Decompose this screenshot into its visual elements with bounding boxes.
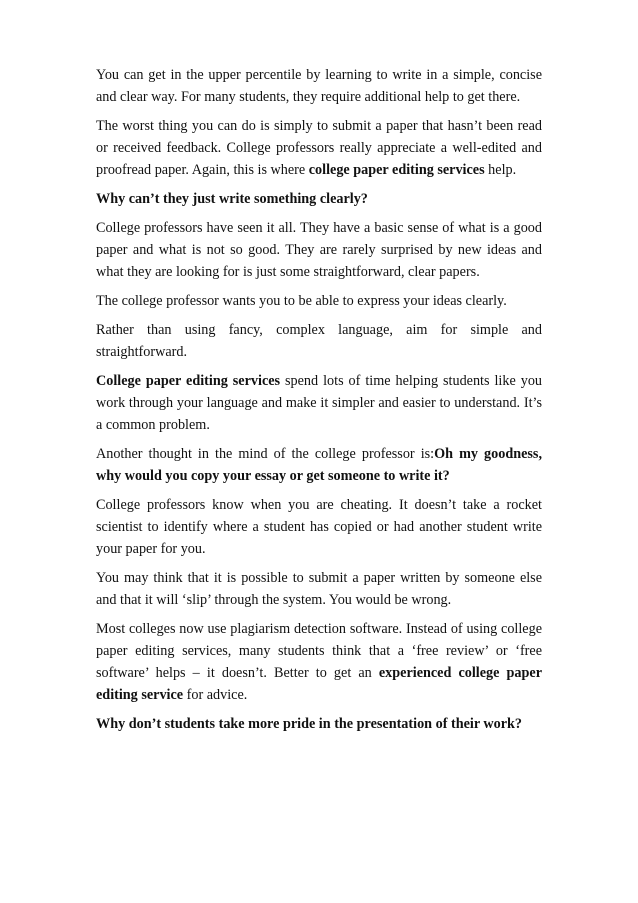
para-slip-through [96, 567, 542, 611]
text-segment: Another thought in the mind of the college professor is: [96, 446, 435, 462]
heading-why-cant-they [96, 188, 542, 210]
para-fancy-language [96, 319, 542, 363]
text-segment: spend lots of time helping students like you work through your language and make it simpler and easier to understand. It’s a common problem. [96, 373, 543, 433]
text-segment: The worst thing you can do is simply to submit a paper that hasn’t been read or received feedback. College professors really appreciate a well-edited and proofread paper. Again, this is where [96, 118, 542, 178]
bold-text-segment: College paper editing services [96, 373, 281, 389]
bold-text-segment: Oh my goodness, why would you copy your essay or get someone to write it? [96, 446, 542, 484]
para-another-thought [96, 443, 542, 487]
para-plagiarism-software [96, 618, 542, 706]
text-segment: The college professor wants you to be able to express your ideas clearly. [96, 293, 507, 309]
para-express-ideas [96, 290, 542, 312]
text-segment: Rather than using fancy, complex language, aim for simple and straightforward. [96, 322, 542, 360]
text-segment: for advice. [183, 687, 248, 703]
para-upper-percentile [96, 64, 542, 108]
text-segment: You can get in the upper percentile by learning to write in a simple, concise and clear way. For many students, they require additional help to get there. [96, 67, 542, 105]
text-segment: You may think that it is possible to submit a paper written by someone else and that it will ‘slip’ through the system. You would be wrong. [96, 570, 542, 608]
para-editing-services-help [96, 370, 542, 436]
bold-text-segment: Why can’t they just write something clearly? [96, 191, 368, 207]
bold-text-segment: experienced college paper editing service [96, 665, 543, 703]
bold-text-segment: college paper editing services [308, 162, 485, 178]
document-page [96, 64, 542, 742]
text-segment: Most colleges now use plagiarism detection software. Instead of using college paper editing services, many students think that a ‘free review’ or ‘free software’ helps – it doesn’t. Better to get an [96, 621, 542, 681]
bold-text-segment: Why don’t students take more pride in the presentation of their work? [96, 716, 523, 732]
para-professors-seen-it-all [96, 217, 542, 283]
para-cheating [96, 494, 542, 560]
para-worst-thing [96, 115, 542, 181]
text-segment: College professors know when you are cheating. It doesn’t take a rocket scientist to identify where a student has copied or had another student write your paper for you. [96, 497, 542, 557]
text-segment: help. [484, 162, 517, 178]
text-segment: College professors have seen it all. They have a basic sense of what is a good paper and what is not so good. They are rarely surprised by new ideas and what they are looking for is just some straightforward, clear papers. [96, 220, 542, 280]
heading-why-dont-students [96, 713, 542, 735]
